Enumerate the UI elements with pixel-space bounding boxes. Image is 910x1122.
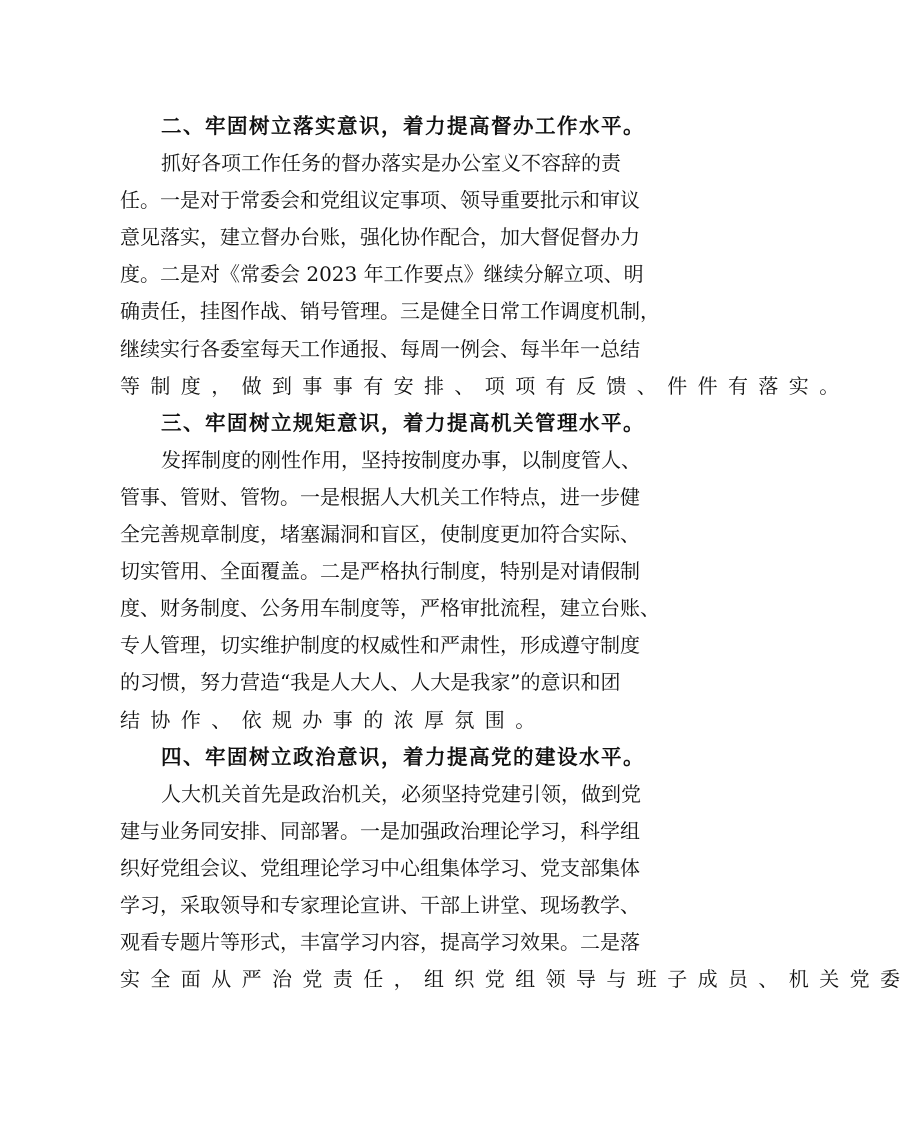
text-line: 建与业务同安排、同部署。一是加强政治理论学习，科学组 xyxy=(120,818,640,843)
text-line: 抓好各项工作任务的督办落实是办公室义不容辞的责 xyxy=(161,151,621,176)
text-line: 切实管用、全面覆盖。二是严格执行制度，特别是对请假制 xyxy=(120,559,640,584)
text-line: 观看专题片等形式，丰富学习内容，提高学习效果。二是落 xyxy=(120,930,640,955)
section-heading-4: 四、牢固树立政治意识，着力提高党的建设水平。 xyxy=(161,744,645,769)
text-line: 织好党组会议、党组理论学习中心组集体学习、党支部集体 xyxy=(120,855,640,880)
text-line: 管事、管财、管物。一是根据人大机关工作特点，进一步健 xyxy=(120,484,640,509)
text-line: 学习，采取领导和专家理论宣讲、干部上讲堂、现场教学、 xyxy=(120,892,640,917)
text-line: 结协作、依规办事的浓厚氛围。 xyxy=(120,707,546,732)
text-line: 度、财务制度、公务用车制度等，严格审批流程，建立台账、 xyxy=(120,596,660,621)
text-line: 任。一是对于常委会和党组议定事项、领导重要批示和审议 xyxy=(120,188,640,213)
section-heading-3: 三、牢固树立规矩意识，着力提高机关管理水平。 xyxy=(161,410,645,435)
text-line: 全完善规章制度，堵塞漏洞和盲区，使制度更加符合实际、 xyxy=(120,522,640,547)
text-line: 意见落实，建立督办台账，强化协作配合，加大督促督办力 xyxy=(120,225,640,250)
section-body-3 xyxy=(120,442,676,739)
text-line: 等制度，做到事事有安排、项项有反馈、件件有落实。 xyxy=(120,373,850,398)
text-line: 的习惯，努力营造“我是人大人、人大是我家”的意识和团 xyxy=(120,670,621,695)
text-line: 实全面从严治党责任，组织党组领导与班子成员、机关党委 xyxy=(120,967,910,992)
text-line: 度。二是对《常委会 2023 年工作要点》继续分解立项、明 xyxy=(120,262,644,287)
section-body-2 xyxy=(120,145,850,405)
text-line: 人大机关首先是政治机关，必须坚持党建引领，做到党 xyxy=(161,781,641,806)
section-heading-2: 二、牢固树立落实意识，着力提高督办工作水平。 xyxy=(161,114,645,138)
document-page xyxy=(120,108,910,998)
text-line: 继续实行各委室每天工作通报、每周一例会、每半年一总结 xyxy=(120,336,640,361)
text-line: 专人管理，切实维护制度的权威性和严肃性，形成遵守制度 xyxy=(120,633,640,658)
text-line: 确责任，挂图作战、销号管理。三是健全日常工作调度机制， xyxy=(120,299,660,324)
text-line: 发挥制度的刚性作用，坚持按制度办事，以制度管人、 xyxy=(161,447,641,472)
section-body-4 xyxy=(120,776,910,999)
